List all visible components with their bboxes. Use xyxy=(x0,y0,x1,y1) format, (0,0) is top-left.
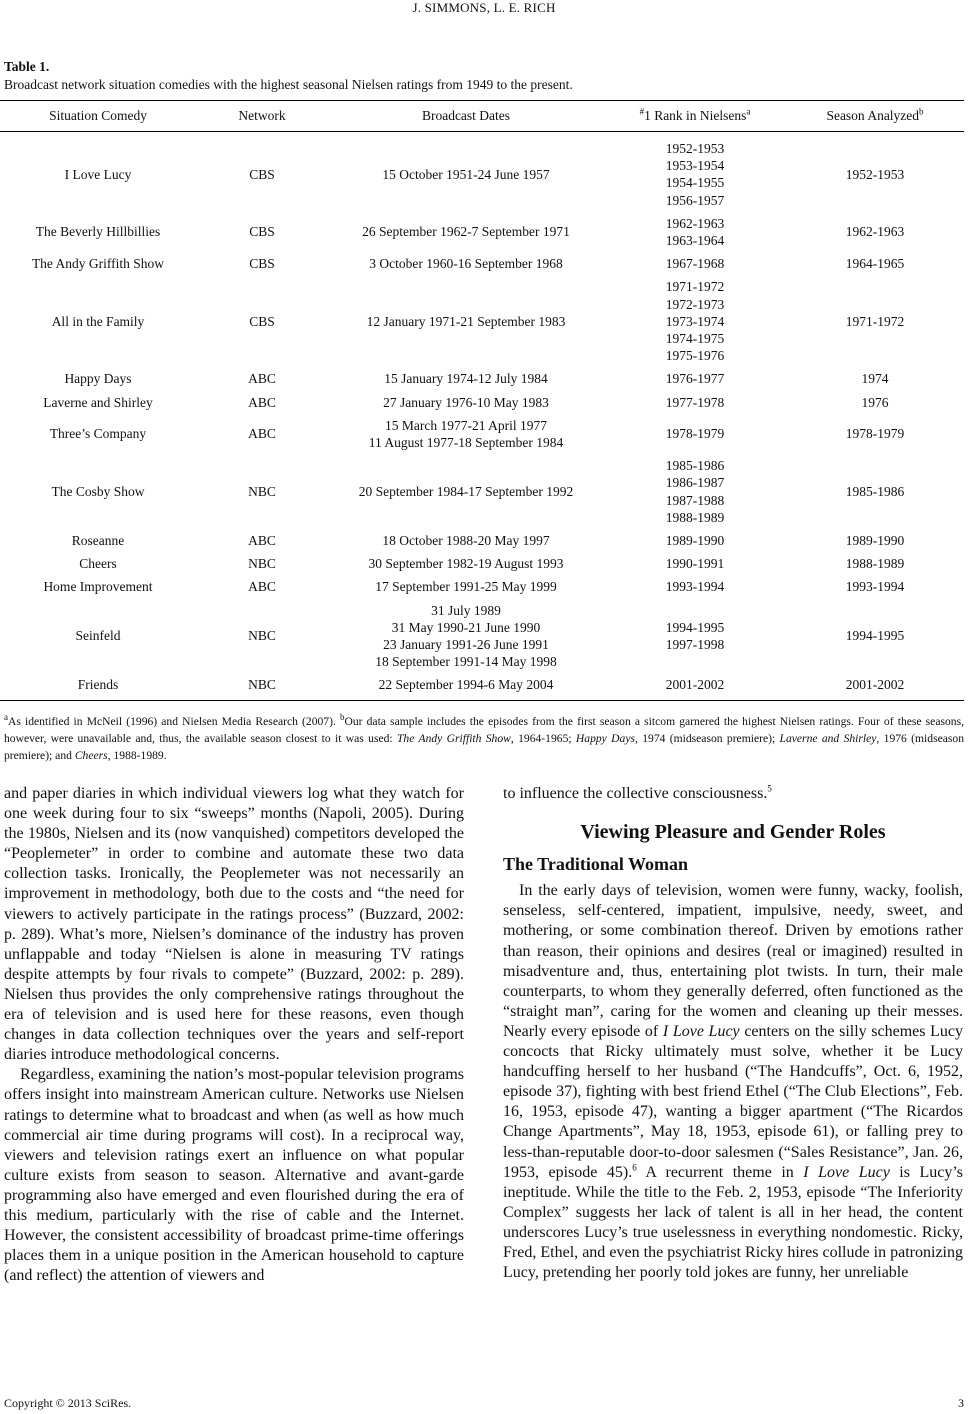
broadcast-date-range: 17 September 1991-25 May 1999 xyxy=(375,579,557,595)
rank-season: 1988-1989 xyxy=(665,509,725,525)
footnote-text: , 1974 (midseason premiere); xyxy=(635,732,780,745)
cell-situation-comedy: The Cosby Show xyxy=(51,484,145,500)
broadcast-date-range: 15 January 1974-12 July 1984 xyxy=(384,371,548,387)
cell-network: CBS xyxy=(249,224,275,240)
cell-rank-seasons xyxy=(604,212,786,252)
rank-season: 1994-1995 xyxy=(665,619,725,635)
rank-season: 1987-1988 xyxy=(665,492,725,508)
cell-season-analyzed: 1988-1989 xyxy=(845,556,905,572)
cell-broadcast-dates xyxy=(328,414,604,454)
broadcast-date-range: 23 January 1991-26 June 1991 xyxy=(383,637,549,653)
table-row xyxy=(0,212,964,252)
cell-network: NBC xyxy=(248,556,276,572)
table-caption-text: Broadcast network situation comedies with the highest seasonal Nielsen ratings from 1949 to the present. xyxy=(4,77,573,92)
rank-season: 1972-1973 xyxy=(665,296,725,312)
cell-season-analyzed: 1993-1994 xyxy=(845,579,905,595)
copyright-notice: Copyright © 2013 SciRes. xyxy=(4,1396,132,1410)
cell-broadcast-dates xyxy=(328,391,604,414)
footnote-text: , 1976 (midseason premiere); and xyxy=(4,732,964,762)
cell-situation-comedy: The Andy Griffith Show xyxy=(31,256,165,272)
table-row xyxy=(0,552,964,575)
cell-broadcast-dates xyxy=(328,529,604,552)
cell-rank-seasons xyxy=(604,132,786,212)
table-header-row xyxy=(0,101,964,132)
cell-broadcast-dates xyxy=(328,367,604,390)
rank-season: 1967-1968 xyxy=(665,256,725,272)
table-row xyxy=(0,132,964,212)
cell-broadcast-dates xyxy=(328,575,604,598)
header-season-footnote-marker: b xyxy=(919,106,924,117)
rank-season: 1978-1979 xyxy=(665,426,725,442)
endnote-marker: 6 xyxy=(632,1162,637,1173)
endnote-marker: 5 xyxy=(767,783,772,794)
cell-season-analyzed: 1989-1990 xyxy=(845,533,905,549)
cell-season-analyzed: 1976 xyxy=(861,394,889,410)
table-row xyxy=(0,275,964,367)
section-heading: Viewing Pleasure and Gender Roles xyxy=(580,821,886,844)
rank-season: 1962-1963 xyxy=(665,215,725,231)
sitcom-table xyxy=(0,100,964,701)
page-number: 3 xyxy=(958,1396,964,1410)
cell-rank-seasons xyxy=(604,275,786,367)
broadcast-date-range: 11 August 1977-18 September 1984 xyxy=(368,435,564,451)
cell-network: NBC xyxy=(248,484,276,500)
table-body xyxy=(0,132,964,701)
rank-season: 1990-1991 xyxy=(665,556,725,572)
body-paragraph xyxy=(503,784,963,804)
cell-broadcast-dates xyxy=(328,132,604,212)
cell-season-analyzed: 1974 xyxy=(861,371,889,387)
broadcast-date-range: 26 September 1962-7 September 1971 xyxy=(362,224,570,240)
cell-rank-seasons xyxy=(604,575,786,598)
table-row xyxy=(0,391,964,414)
footnote-title-happy-days: Happy Days xyxy=(575,732,635,745)
cell-season-analyzed: 2001-2002 xyxy=(786,673,964,700)
rank-season: 1973-1974 xyxy=(665,313,725,329)
cell-season-analyzed: 1971-1972 xyxy=(845,313,905,329)
header-season-label: Season Analyzed xyxy=(826,108,920,124)
footnote-text: , 1988-1989. xyxy=(107,749,167,762)
cell-rank-seasons xyxy=(604,673,786,700)
cell-network: ABC xyxy=(248,533,276,549)
cell-broadcast-dates xyxy=(328,552,604,575)
broadcast-date-range: 22 September 1994-6 May 2004 xyxy=(378,677,554,693)
table-row xyxy=(0,367,964,390)
cell-network: NBC xyxy=(196,673,328,700)
cell-situation-comedy: The Beverly Hillbillies xyxy=(35,224,161,240)
footnote-marker-a: a xyxy=(4,712,8,723)
rank-season: 1974-1975 xyxy=(665,331,725,347)
footnote-text: , 1964-1965; xyxy=(510,732,576,745)
table-caption xyxy=(4,58,573,94)
table-row xyxy=(0,414,964,454)
broadcast-date-range: 18 September 1991-14 May 1998 xyxy=(375,654,557,670)
right-column xyxy=(503,784,963,1283)
broadcast-date-range: 3 October 1960-16 September 1968 xyxy=(369,256,563,272)
cell-broadcast-dates xyxy=(328,599,604,674)
rank-season: 1956-1957 xyxy=(665,192,725,208)
rank-season: 1985-1986 xyxy=(665,458,725,474)
cell-situation-comedy: Seinfeld xyxy=(75,628,121,644)
cell-season-analyzed: 1985-1986 xyxy=(845,484,905,500)
footnote-b-text: Our data sample includes the episodes from the first season a sitcom garnered the highest Nielsen ratings. Four of these seasons, however, were unavailable and, thus, the available season closest to it was used: xyxy=(4,715,964,745)
cell-situation-comedy: Happy Days xyxy=(64,371,132,387)
body-text: A recurrent theme in xyxy=(636,1163,804,1181)
subsection-heading: The Traditional Woman xyxy=(503,854,689,875)
rank-season: 1997-1998 xyxy=(665,637,725,653)
body-text: centers on the silly schemes Lucy concocts that Ricky ultimately must solve, whether it be Lucy handcuffing herself to her husband (“The Handcuffs”, Oct. 6, 1952, episode 37), fighting with best friend Ethel (“The Club Elections”, Feb. 16, 1953, episode 47), wanting a bigger apartment (“The Ricardos Change Apartments”, May 18, 1953, episode 61), or falling prey to less-than-reputable door-to-door salesmen (“Sales Resistance”, Jan. 26, 1953, episode 45). xyxy=(503,1022,964,1181)
table-row xyxy=(0,599,964,674)
body-paragraph xyxy=(503,881,963,1283)
broadcast-date-range: 20 September 1984-17 September 1992 xyxy=(358,484,574,500)
cell-network: CBS xyxy=(249,166,275,182)
body-text: In the early days of television, women were funny, wacky, foolish, senseless, self-centered, impatient, impulsive, needy, sweet, and mothering, or some combination thereof. Driven by emotions rather than reason, their opinions and desires (real or imagined) resulted in misadventure and, thus, entertaining plot twists. In turn, their male counterparts, to whom they generally deferred, often functioned as the “straight man”, caring for the women and cleaning up their messes. Nearly every episode of xyxy=(503,882,963,1040)
header-situation-comedy: Situation Comedy xyxy=(0,101,196,132)
cell-rank-seasons xyxy=(604,414,786,454)
rank-season: 1954-1955 xyxy=(665,175,725,191)
running-head: J. SIMMONS, L. E. RICH xyxy=(412,0,556,15)
body-text: is Lucy’s ineptitude. While the title to the Feb. 2, 1953, episode “The Inferiority Complex” suggests her lack of talent is all in her head, the content underscores Lucy’s true uselessness in everything nondomestic. Ricky, Fred, Ethel, and even the psychiatrist Ricky hires collude in patronizing Lucy, pretending her poorly told jokes are funny, her unreliable xyxy=(503,1163,964,1282)
rank-season: 1963-1964 xyxy=(665,233,725,249)
cell-season-analyzed: 1964-1965 xyxy=(845,256,905,272)
rank-season: 1976-1977 xyxy=(665,371,725,387)
cell-rank-seasons xyxy=(604,391,786,414)
cell-situation-comedy: Laverne and Shirley xyxy=(43,394,153,410)
header-rank-label: 1 Rank in Nielsens xyxy=(644,108,747,124)
cell-network: CBS xyxy=(249,256,275,272)
left-column xyxy=(4,784,464,1286)
cell-broadcast-dates xyxy=(328,454,604,529)
rank-season: 1986-1987 xyxy=(665,475,725,491)
rank-season: 1989-1990 xyxy=(665,533,725,549)
table-footnote xyxy=(4,713,964,764)
show-title: I Love Lucy xyxy=(662,1022,740,1040)
header-broadcast-dates: Broadcast Dates xyxy=(328,101,604,132)
broadcast-date-range: 18 October 1988-20 May 1997 xyxy=(382,533,550,549)
broadcast-date-range: 31 May 1990-21 June 1990 xyxy=(391,619,541,635)
cell-season-analyzed: 1962-1963 xyxy=(845,224,905,240)
cell-season-analyzed: 1994-1995 xyxy=(845,628,905,644)
cell-rank-seasons xyxy=(604,529,786,552)
table-row xyxy=(0,529,964,552)
broadcast-date-range: 12 January 1971-21 September 1983 xyxy=(366,313,566,329)
cell-network: ABC xyxy=(248,426,276,442)
cell-situation-comedy: Three’s Company xyxy=(49,426,147,442)
table-row xyxy=(0,575,964,598)
cell-broadcast-dates xyxy=(328,673,604,700)
cell-situation-comedy: Home Improvement xyxy=(43,579,153,595)
footnote-title-laverne-shirley: Laverne and Shirley xyxy=(779,732,877,745)
rank-season: 1953-1954 xyxy=(665,158,725,174)
cell-situation-comedy: Roseanne xyxy=(71,533,125,549)
rank-season: 1975-1976 xyxy=(665,348,725,364)
cell-broadcast-dates xyxy=(328,275,604,367)
header-network: Network xyxy=(196,101,328,132)
broadcast-date-range: 15 October 1951-24 June 1957 xyxy=(382,166,550,182)
cell-season-analyzed: 1978-1979 xyxy=(845,426,905,442)
cell-rank-seasons xyxy=(604,252,786,275)
cell-season-analyzed: 1952-1953 xyxy=(845,166,905,182)
cell-network: ABC xyxy=(248,579,276,595)
cell-rank-seasons xyxy=(604,552,786,575)
cell-rank-seasons xyxy=(604,454,786,529)
cell-broadcast-dates xyxy=(328,212,604,252)
broadcast-date-range: 31 July 1989 xyxy=(431,602,501,618)
cell-network: ABC xyxy=(248,371,276,387)
broadcast-date-range: 27 January 1976-10 May 1983 xyxy=(383,394,549,410)
rank-season: 1971-1972 xyxy=(665,279,725,295)
header-rank-footnote-marker: a xyxy=(746,106,751,117)
footnote-title-cheers: Cheers xyxy=(74,749,108,762)
rank-season: 1993-1994 xyxy=(665,579,725,595)
footnote-a-text: As identified in McNeil (1996) and Nielsen Media Research (2007). xyxy=(8,715,340,728)
cell-rank-seasons xyxy=(604,367,786,390)
table-row xyxy=(0,252,964,275)
broadcast-date-range: 15 March 1977-21 April 1977 xyxy=(385,417,547,433)
rank-season: 1977-1978 xyxy=(665,394,725,410)
cell-situation-comedy: I Love Lucy xyxy=(64,166,132,182)
body-paragraph: Regardless, examining the nation’s most-popular television programs offers insight into mainstream American culture. Networks use Nielsen ratings to determine what to broadcast and when (as well as how much commercial air time during programs will cost). In a reciprocal way, viewers and television ratings exert an influence on what popular culture exists from season to season. Alternative and avant-garde programming also have emerged and even flourished during the era of this medium, particularly with the rise of cable and the Internet. However, the consistent accessibility of broadcast prime-time offerings places them in a unique position in the American household to capture (and reflect) the attention of viewers and xyxy=(4,1066,464,1285)
cell-situation-comedy: Friends xyxy=(0,673,196,700)
table-row xyxy=(0,673,964,700)
header-rank-in-nielsens xyxy=(604,101,786,132)
body-text: to influence the collective consciousness. xyxy=(503,785,768,802)
header-rank-prefix: # xyxy=(639,106,645,117)
broadcast-date-range: 30 September 1982-19 August 1993 xyxy=(368,556,564,572)
rank-season: 2001-2002 xyxy=(665,677,725,693)
rank-season: 1952-1953 xyxy=(665,141,725,156)
cell-network: NBC xyxy=(248,628,276,644)
body-paragraph: and paper diaries in which individual viewers log what they watch for one week during four to six “sweeps” months (Napoli, 2005). During the 1980s, Nielsen and its (now vanquished) competitors developed the “Peoplemeter” in order to combine and automate these two data collection tasks. Ironically, the Peoplemeter was not necessarily an improvement in methodology, both due to the costs and “the need for viewers to actively participate in the ratings process” (Buzzard, 2002: p. 289). What’s more, Nielsen’s dominance of the industry has proven unflappable and today “Nielsen is alone in measuring TV ratings despite attempts by four rivals to compete” (Buzzard, 2002: p. 289). Nielsen thus provides the only comprehensive ratings throughout the era of television and is used here for these reasons, even though changes in data collection techniques over the years and self-report diaries introduce methodological concerns. xyxy=(4,785,464,1064)
cell-situation-comedy: Cheers xyxy=(79,556,117,572)
table-label: Table 1. xyxy=(4,59,50,74)
show-title: I Love Lucy xyxy=(803,1163,890,1181)
cell-network: ABC xyxy=(248,394,276,410)
cell-rank-seasons xyxy=(604,599,786,674)
table-row xyxy=(0,454,964,529)
header-season-analyzed xyxy=(786,101,964,132)
cell-network: CBS xyxy=(249,313,275,329)
footnote-marker-b: b xyxy=(339,712,345,723)
footnote-title-andy-griffith: The Andy Griffith Show xyxy=(396,732,511,745)
cell-broadcast-dates xyxy=(328,252,604,275)
cell-situation-comedy: All in the Family xyxy=(51,313,145,329)
